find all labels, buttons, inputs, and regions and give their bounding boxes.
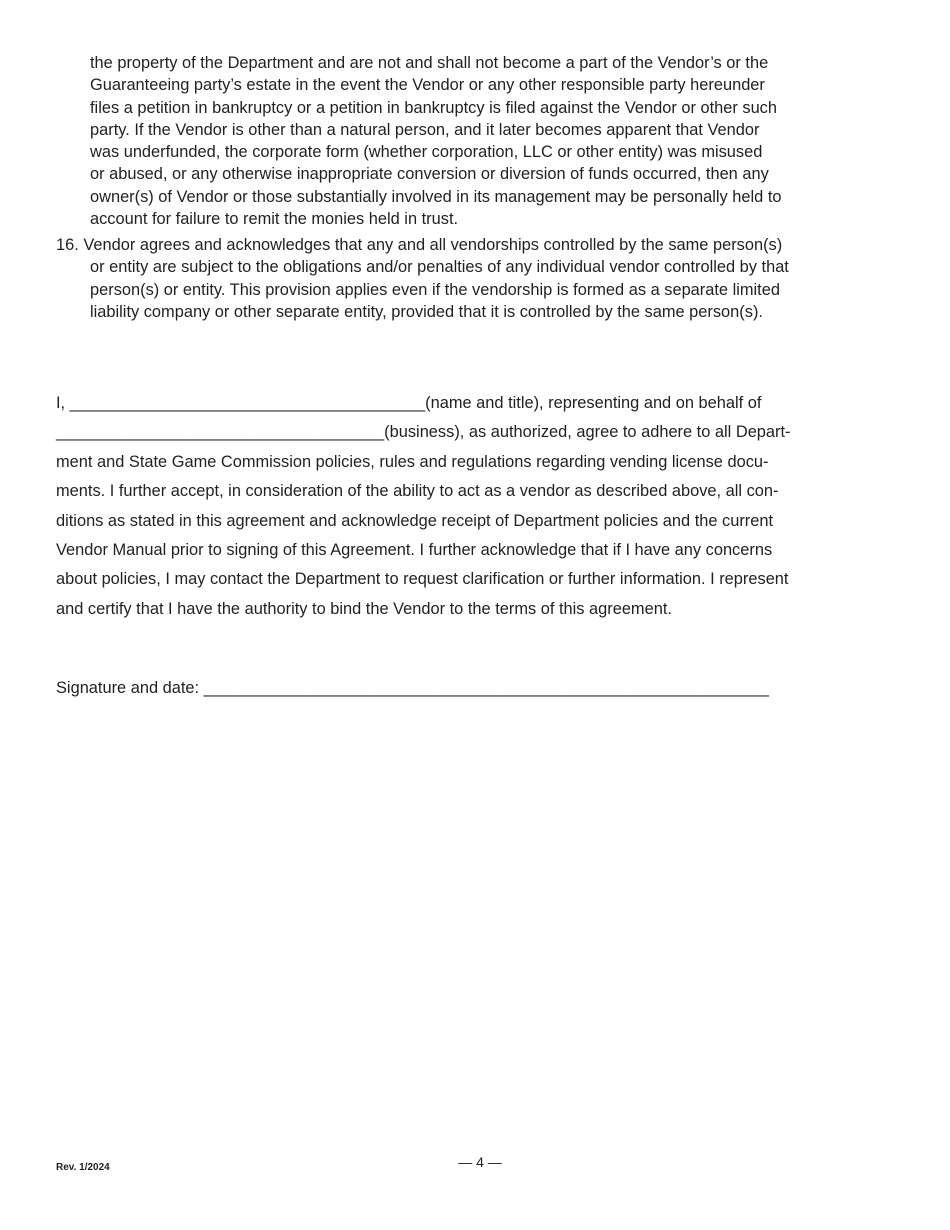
agreement-line: ments. I further accept, in consideration of the ability to act as a vendor as described above, all con- xyxy=(56,482,779,501)
agreement-line: ditions as stated in this agreement and acknowledge receipt of Department policies and the current xyxy=(56,511,774,530)
paragraph-line: files a petition in bankruptcy or a petition in bankruptcy is filed against the Vendor or other such xyxy=(90,98,777,117)
paragraph-line: or abused, or any otherwise inappropriate conversion or diversion of funds occurred, then any xyxy=(90,165,769,184)
agreement-line: ment and State Game Commission policies, rules and regulations regarding vending license docu- xyxy=(56,452,769,471)
signature-field[interactable]: ______________________________________________________________ xyxy=(203,679,769,697)
page-number: — 4 — xyxy=(458,1154,502,1170)
list-item-text: Vendor agrees and acknowledges that any and all vendorships controlled by the same person(s) xyxy=(83,236,783,254)
list-item-16 xyxy=(56,234,900,323)
paragraph-line: Guaranteeing party’s estate in the event the Vendor or any other responsible party hereunder xyxy=(90,76,765,95)
paragraph-line: owner(s) of Vendor or those substantially involved in its management may be personally held to xyxy=(90,187,782,206)
paragraph-line: was underfunded, the corporate form (whether corporation, LLC or other entity) was misused xyxy=(90,143,763,162)
list-item-line: person(s) or entity. This provision applies even if the vendorship is formed as a separate limited xyxy=(90,280,780,299)
paragraph-line: the property of the Department and are not and shall not become a part of the Vendor’s or the xyxy=(90,54,769,72)
list-item-line: liability company or other separate entity, provided that it is controlled by the same person(s). xyxy=(90,302,763,321)
agreement-line-name-title[interactable]: I, _______________________________________(name and title), representing and on behalf of xyxy=(56,394,762,412)
continued-paragraph xyxy=(90,52,900,230)
agreement-line: Vendor Manual prior to signing of this Agreement. I further acknowledge that if I have any concerns xyxy=(56,541,773,560)
list-item-first-line xyxy=(56,234,900,256)
agreement-line: about policies, I may contact the Department to request clarification or further information. I represent xyxy=(56,570,789,589)
signature-label: Signature and date: xyxy=(56,679,204,697)
paragraph-line: party. If the Vendor is other than a natural person, and it later becomes apparent that Vendor xyxy=(90,120,760,139)
signature-line xyxy=(56,676,896,700)
agreement-line-business[interactable]: ____________________________________(business), as authorized, agree to adhere to all Depart- xyxy=(56,423,791,442)
paragraph-line: account for failure to remit the monies held in trust. xyxy=(90,210,459,229)
revision-label: Rev. 1/2024 xyxy=(56,1162,110,1173)
agreement-statement xyxy=(56,389,896,624)
agreement-line: and certify that I have the authority to bind the Vendor to the terms of this agreement. xyxy=(56,599,672,618)
list-item-line: or entity are subject to the obligations and/or penalties of any individual vendor controlled by that xyxy=(90,258,789,277)
list-item-number: 16. xyxy=(56,236,79,254)
